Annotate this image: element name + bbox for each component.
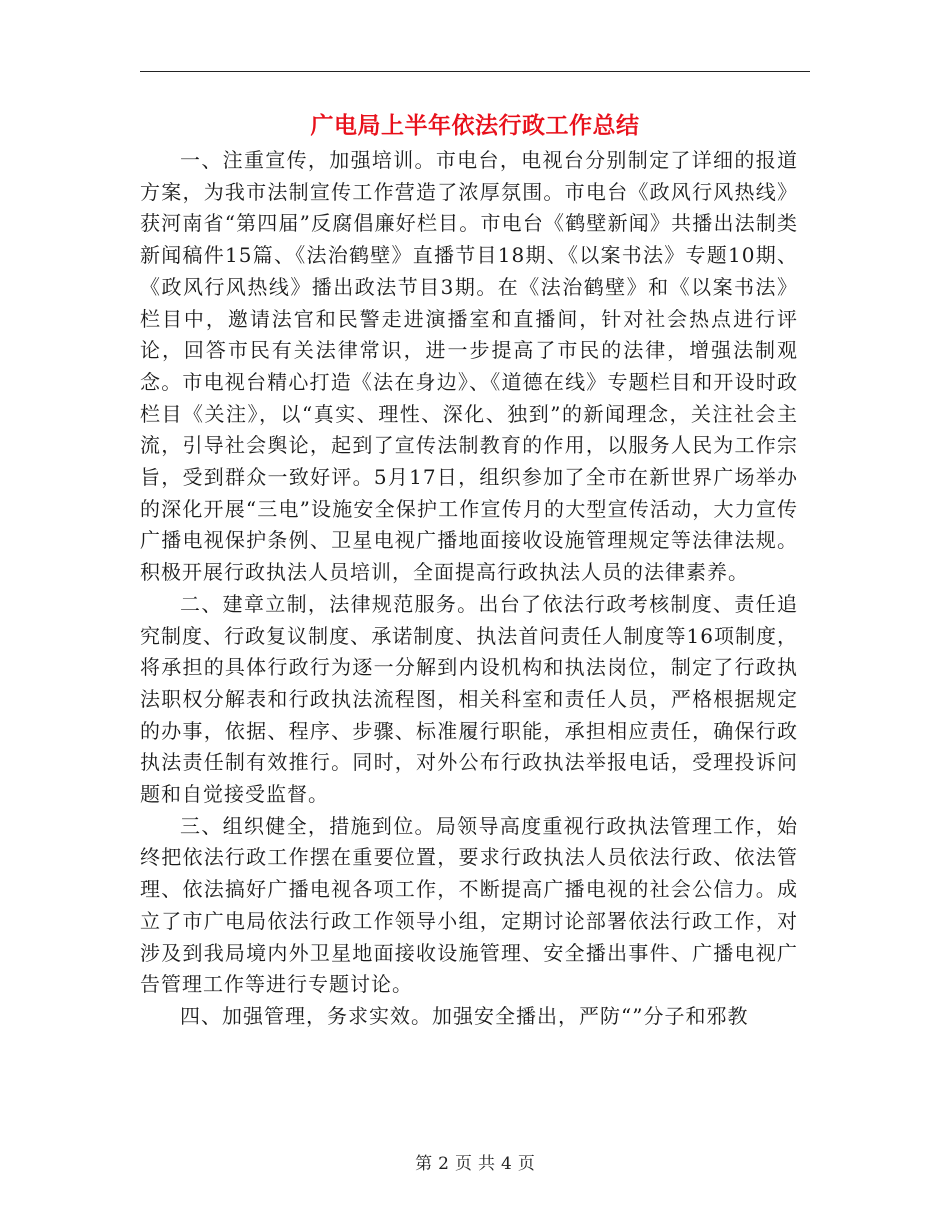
paragraph-1: 一、注重宣传，加强培训。市电台，电视台分别制定了详细的报道方案，为我市法制宣传工作营造了浓厚氛围。市电台《政风行风热线》获河南省“第四届”反腐倡廉好栏目。市电台《鹤壁新闻》共播出法制类新闻稿件15篇、《法治鹤壁》直播节目18期、《以案书法》专题10期、《政风行风热线》播出政法节目3期。在《法治鹤壁》和《以案书法》栏目中，邀请法官和民警走进演播室和直播间，针对社会热点进行评论，回答市民有关法律常识，进一步提高了市民的法律，增强法制观念。市电视台精心打造《法在身边》、《道德在线》专题栏目和开设时政栏目《关注》，以“真实、理性、深化、独到”的新闻理念，关注社会主流，引导社会舆论，起到了宣传法制教育的作用，以服务人民为工作宗旨，受到群众一致好评。5月17日，组织参加了全市在新世界广场举办的深化开展“三电”设施安全保护工作宣传月的大型宣传活动，大力宣传广播电视保护条例、卫星电视广播地面接收设施管理规定等法律法规。积极开展行政执法人员培训，全面提高行政执法人员的法律素养。 [140, 148, 798, 585]
document-title: 广电局上半年依法行政工作总结 [310, 112, 640, 139]
header-rule [140, 71, 810, 72]
footer-prefix: 第 [415, 1154, 433, 1174]
document-body [140, 145, 798, 1033]
paragraph-2: 二、建章立制，法律规范服务。出台了依法行政考核制度、责任追究制度、行政复议制度、承诺制度、执法首问责任人制度等16项制度，将承担的具体行政行为逐一分解到内设机构和执法岗位，制定了行政执法职权分解表和行政执法流程图，相关科室和责任人员，严格根据规定的办事，依据、程序、步骤、标准履行职能，承担相应责任，确保行政执法责任制有效推行。同时，对外公布行政执法举报电话，受理投诉问题和自觉接受监督。 [140, 591, 798, 807]
footer-suffix: 页 [517, 1154, 535, 1174]
page-footer [0, 1152, 950, 1176]
footer-page-word: 页 [455, 1154, 472, 1174]
paragraph-4: 四、加强管理，务求实效。加强安全播出，严防“”分子和邪教 [180, 1003, 749, 1028]
paragraph-3: 三、组织健全，措施到位。局领导高度重视行政执法管理工作，始终把依法行政工作摆在重要位置，要求行政执法人员依法行政、依法管理、依法搞好广播电视各项工作，不断提高广播电视的社会公信力。成立了市广电局依法行政工作领导小组，定期讨论部署依法行政工作，对涉及到我局境内外卫星地面接收设施管理、安全播出事件、广播电视广告管理工作等进行专题讨论。 [140, 813, 798, 997]
footer-total-pages: 4 [501, 1154, 512, 1174]
footer-total-word: 共 [478, 1154, 495, 1174]
footer-current-page: 2 [438, 1154, 449, 1174]
